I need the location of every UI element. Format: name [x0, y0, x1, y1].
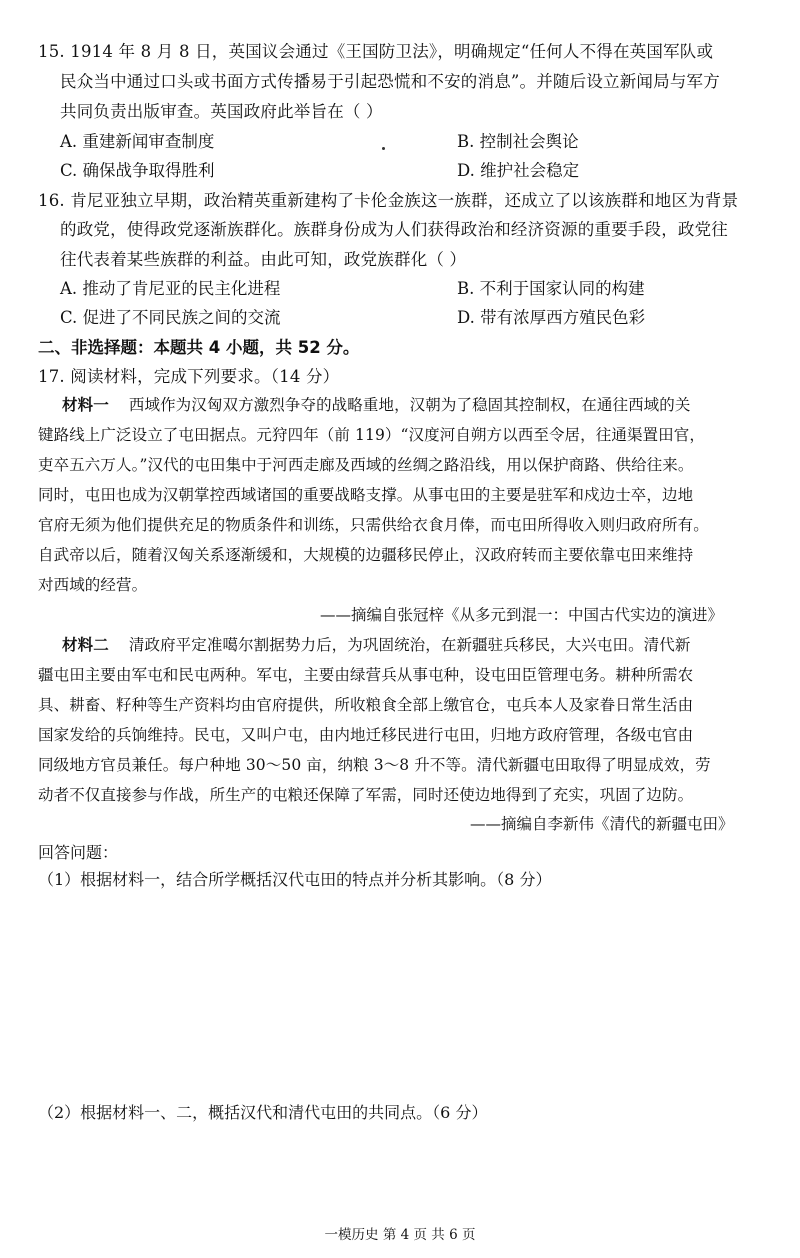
q16-stem-line-2: 的政党，使得政党逐渐族群化。族群身份成为人们获得政治和经济资源的重要手段，政党往: [60, 220, 728, 239]
answer-label: 回答问题：: [38, 843, 119, 862]
q15-stem-line-3: 共同负责出版审查。英国政府此举旨在（ ）: [60, 102, 383, 121]
q15-options-row-1: [60, 128, 579, 152]
page-footer: 一模历史 第 4 页 共 6 页: [324, 1227, 476, 1243]
q16-option-b: B. 不利于国家认同的构建: [457, 279, 645, 298]
q16-stem-line-1: 16. 肯尼亚独立早期，政治精英重新建构了卡伦金族这一族群，还成立了以该族群和地区为背景: [38, 191, 739, 210]
q15-options-row-2: [60, 157, 579, 181]
sub-question-1: （1）根据材料一，结合所学概括汉代屯田的特点并分析其影响。（8 分）: [38, 870, 552, 889]
material2-line-4: 国家发给的兵饷维持。民屯，又叫户屯，由内地迁移民进行屯田，归地方政府管理，各级屯官由: [38, 726, 694, 744]
section-heading: 二、非选择题：本题共 4 小题，共 52 分。: [38, 338, 360, 357]
q16-option-a: A. 推动了肯尼亚的民主化进程: [60, 279, 281, 298]
q15-stem-line-2: 民众当中通过口头或书面方式传播易于引起恐慌和不安的消息”。并随后设立新闻局与军方: [60, 72, 720, 91]
q17-title: 17. 阅读材料，完成下列要求。（14 分）: [38, 367, 340, 386]
q15-option-a: A. 重建新闻审查制度: [60, 132, 215, 151]
material1-line-1: [62, 393, 690, 415]
q15-stem-line-1: 15. 1914 年 8 月 8 日，英国议会通过《王国防卫法》，明确规定“任何人不得在英国军队或: [38, 42, 714, 61]
material1-label: 材料一: [62, 396, 109, 414]
q16-option-d: D. 带有浓厚西方殖民色彩: [457, 308, 646, 327]
material1-text-1: 西域作为汉匈双方激烈争夺的战略重地，汉朝为了稳固其控制权，在通往西域的关: [128, 396, 691, 414]
material1-line-4: 同时，屯田也成为汉朝掌控西域诸国的重要战略支撑。从事屯田的主要是驻军和戍边士卒，边地: [38, 486, 694, 504]
q16-options-row-1: [60, 275, 645, 299]
scan-speck: [382, 147, 385, 150]
q15-option-c: C. 确保战争取得胜利: [60, 161, 215, 180]
material1-source: ——摘编自张冠梓《从多元到混一：中国古代实边的演进》: [320, 606, 724, 624]
material1-line-7: 对西域的经营。: [38, 576, 148, 594]
material2-label: 材料二: [62, 636, 109, 654]
q15-option-d: D. 维护社会稳定: [457, 161, 580, 180]
q16-options-row-2: [60, 304, 645, 328]
q16-stem-line-3: 往代表着某些族群的利益。由此可知，政党族群化（ ）: [60, 250, 467, 269]
material2-line-1: [62, 633, 690, 655]
material2-line-2: 疆屯田主要由军屯和民屯两种。军屯，主要由绿营兵从事屯种，设屯田臣管理屯务。耕种所需农: [38, 666, 694, 684]
material2-text-1: 清政府平定准噶尔割据势力后，为巩固统治，在新疆驻兵移民，大兴屯田。清代新: [128, 636, 691, 654]
material2-line-5: 同级地方官员兼任。每户种地 30～50 亩，纳粮 3～8 升不等。清代新疆屯田取得了明显成效，劳: [38, 756, 711, 774]
material2-line-3: 具、耕畜、籽种等生产资料均由官府提供，所收粮食全部上缴官仓，屯兵本人及家眷日常生活由: [38, 696, 694, 714]
q16-option-c: C. 促进了不同民族之间的交流: [60, 308, 281, 327]
material1-line-6: 自武帝以后，随着汉匈关系逐渐缓和，大规模的边疆移民停止，汉政府转而主要依靠屯田来维持: [38, 546, 694, 564]
material1-line-5: 官府无须为他们提供充足的物质条件和训练，只需供给衣食月俸，而屯田所得收入则归政府所有。: [38, 516, 709, 534]
material2-source: ——摘编自李新伟《清代的新疆屯田》: [470, 815, 734, 833]
material2-line-6: 动者不仅直接参与作战，所生产的屯粮还保障了军需，同时还使边地得到了充实，巩固了边防。: [38, 786, 694, 804]
q15-option-b: B. 控制社会舆论: [457, 132, 579, 151]
sub-question-2: （2）根据材料一、二，概括汉代和清代屯田的共同点。（6 分）: [38, 1103, 488, 1122]
material1-line-2: 键路线上广泛设立了屯田据点。元狩四年（前 119）“汉度河自朔方以西至令居，往通渠置田官，: [38, 426, 705, 444]
material1-line-3: 吏卒五六万人。”汉代的屯田集中于河西走廊及西域的丝绸之路沿线，用以保护商路、供给往来。: [38, 456, 694, 474]
